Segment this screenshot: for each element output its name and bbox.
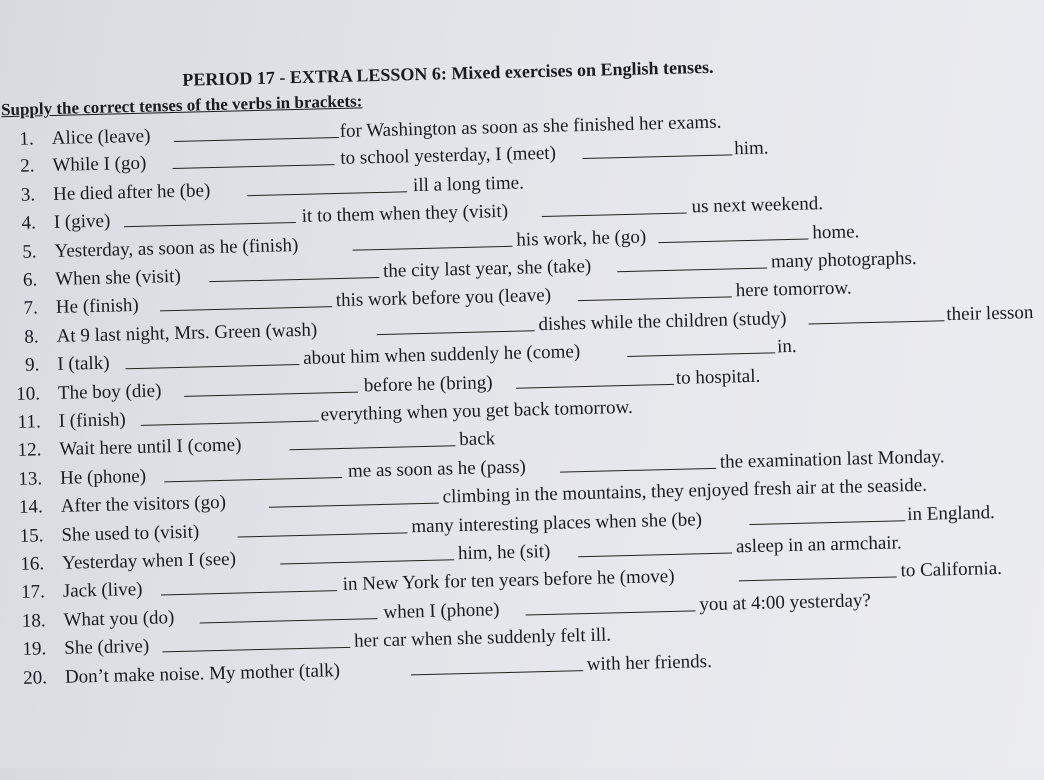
exercise-text: many interesting places when she (be): [411, 508, 703, 537]
exercise-text: this work before you (leave): [335, 285, 552, 312]
exercise-text: me as soon as he (pass): [347, 456, 527, 482]
exercise-text: Wait here until I (come): [59, 434, 242, 461]
exercise-text: their lesson: [946, 301, 1034, 325]
answer-blank[interactable]: [247, 175, 407, 196]
exercise-text: him, he (sit): [457, 540, 551, 565]
exercise-number: 5.: [22, 240, 37, 263]
exercise-text: I (finish): [58, 409, 126, 432]
exercise-text: to hospital.: [675, 365, 761, 389]
answer-blank[interactable]: [160, 291, 332, 312]
exercise-number: 12.: [17, 439, 42, 462]
exercise-number: 10.: [16, 382, 41, 405]
answer-blank[interactable]: [209, 261, 379, 282]
answer-blank[interactable]: [199, 602, 377, 623]
exercise-text: asleep in an armchair.: [735, 532, 902, 558]
answer-blank[interactable]: [352, 229, 512, 250]
exercise-text: She (drive): [63, 635, 150, 660]
exercise-text: He (phone): [59, 465, 147, 489]
answer-blank[interactable]: [808, 304, 944, 324]
exercise-text: I (talk): [57, 352, 110, 376]
exercise-text: He died after he (be): [52, 179, 211, 205]
exercise-text: in England.: [906, 501, 996, 525]
exercise-text: the examination last Monday.: [719, 446, 945, 473]
exercise-text: ill a long time.: [412, 172, 525, 196]
exercise-text: in.: [776, 336, 797, 358]
answer-blank[interactable]: [560, 452, 716, 473]
exercise-number: 7.: [23, 297, 39, 320]
exercise-text: I (give): [53, 210, 111, 234]
exercise-text: when I (phone): [383, 598, 500, 623]
exercise-text: She used to (visit): [61, 521, 200, 546]
exercise-text: the city last year, she (take): [382, 255, 592, 282]
exercise-text: dishes while the children (study): [538, 307, 787, 335]
answer-blank[interactable]: [289, 430, 455, 451]
answer-blank[interactable]: [164, 461, 342, 482]
exercise-number: 11.: [17, 411, 41, 433]
instruction: Supply the correct tenses of the verbs in brackets:: [0, 91, 363, 120]
exercise-text: Yesterday, as soon as he (finish): [54, 234, 299, 262]
exercise-text: back: [459, 428, 496, 451]
exercise-text: Jack (live): [62, 579, 143, 603]
exercise-text: us next weekend.: [691, 193, 824, 218]
exercise-text: climbing in the mountains, they enjoyed fresh air at the seaside.: [442, 474, 928, 508]
exercise-text: her car when she suddenly felt ill.: [353, 624, 612, 652]
exercise-text: After the visitors (go): [60, 492, 227, 518]
exercise-text: Yesterday when I (see): [61, 548, 237, 574]
exercise-text: about him when suddenly he (come): [302, 341, 581, 370]
exercise-number: 1.: [19, 128, 35, 150]
answer-blank[interactable]: [172, 148, 334, 169]
answer-blank[interactable]: [617, 252, 767, 273]
exercise-text: to school yesterday, I (meet): [340, 143, 557, 170]
exercise-number: 19.: [22, 638, 47, 661]
exercise-number: 17.: [20, 581, 46, 604]
exercise-number: 6.: [22, 269, 38, 291]
exercise-text: many photographs.: [770, 247, 917, 273]
exercise-number: 2.: [19, 155, 35, 178]
exercise-number: 13.: [18, 468, 43, 490]
answer-blank[interactable]: [738, 561, 896, 582]
answer-blank[interactable]: [411, 654, 583, 675]
exercise-text: with her friends.: [586, 650, 713, 675]
exercise-text: for Washington as soon as she finished her exams.: [339, 111, 722, 142]
exercise-text: What you (do): [63, 606, 175, 631]
exercise-number: 8.: [24, 326, 39, 348]
exercise-number: 9.: [24, 354, 40, 376]
answer-blank[interactable]: [161, 575, 337, 596]
exercise-number: 3.: [20, 184, 36, 206]
answer-blank[interactable]: [749, 504, 905, 525]
exercise-text: here tomorrow.: [735, 277, 852, 302]
answer-blank[interactable]: [376, 314, 534, 335]
answer-blank[interactable]: [525, 594, 695, 615]
exercise-text: The boy (die): [57, 379, 162, 404]
answer-blank[interactable]: [173, 121, 338, 142]
exercise-text: him.: [733, 137, 769, 160]
worksheet-title: PERIOD 17 - EXTRA LESSON 6: Mixed exercises on English tenses.: [182, 56, 714, 90]
exercise-text: you at 4:00 yesterday?: [699, 589, 872, 616]
exercise-text: his work, he (go): [516, 226, 647, 251]
exercise-number: 4.: [21, 212, 37, 234]
answer-blank[interactable]: [578, 281, 732, 302]
answer-blank[interactable]: [125, 348, 299, 369]
answer-blank[interactable]: [162, 631, 350, 653]
answer-blank[interactable]: [124, 206, 296, 227]
answer-blank[interactable]: [541, 197, 686, 218]
exercise-text: While I (go): [52, 153, 147, 177]
answer-blank[interactable]: [627, 337, 775, 358]
exercise-text: Alice (leave): [51, 125, 151, 149]
exercise-text: in New York for ten years before he (move): [342, 566, 675, 596]
exercise-text: At 9 last night, Mrs. Green (wash): [56, 319, 318, 347]
exercise-number: 16.: [20, 553, 45, 575]
exercise-text: it to them when they (visit): [301, 201, 509, 228]
exercise-number: 14.: [18, 496, 44, 519]
exercise-text: everything when you get back tomorrow.: [320, 396, 633, 426]
exercise-text: home.: [812, 220, 860, 244]
exercise-number: 18.: [21, 610, 46, 632]
exercise-text: He (finish): [55, 295, 139, 319]
exercise-text: before he (bring): [363, 371, 493, 397]
answer-blank[interactable]: [268, 487, 438, 508]
answer-blank[interactable]: [582, 139, 732, 160]
exercise-text: When she (visit): [54, 265, 182, 290]
answer-blank[interactable]: [658, 222, 808, 243]
answer-blank[interactable]: [184, 375, 358, 396]
exercise-text: to California.: [900, 558, 1003, 582]
answer-blank[interactable]: [280, 543, 454, 564]
answer-blank[interactable]: [237, 516, 407, 537]
exercise-number: 20.: [22, 666, 48, 689]
answer-blank[interactable]: [140, 405, 318, 426]
exercise-number: 15.: [19, 524, 44, 547]
answer-blank[interactable]: [578, 536, 732, 557]
exercise-text: Don’t make noise. My mother (talk): [64, 659, 341, 688]
answer-blank[interactable]: [516, 367, 674, 388]
